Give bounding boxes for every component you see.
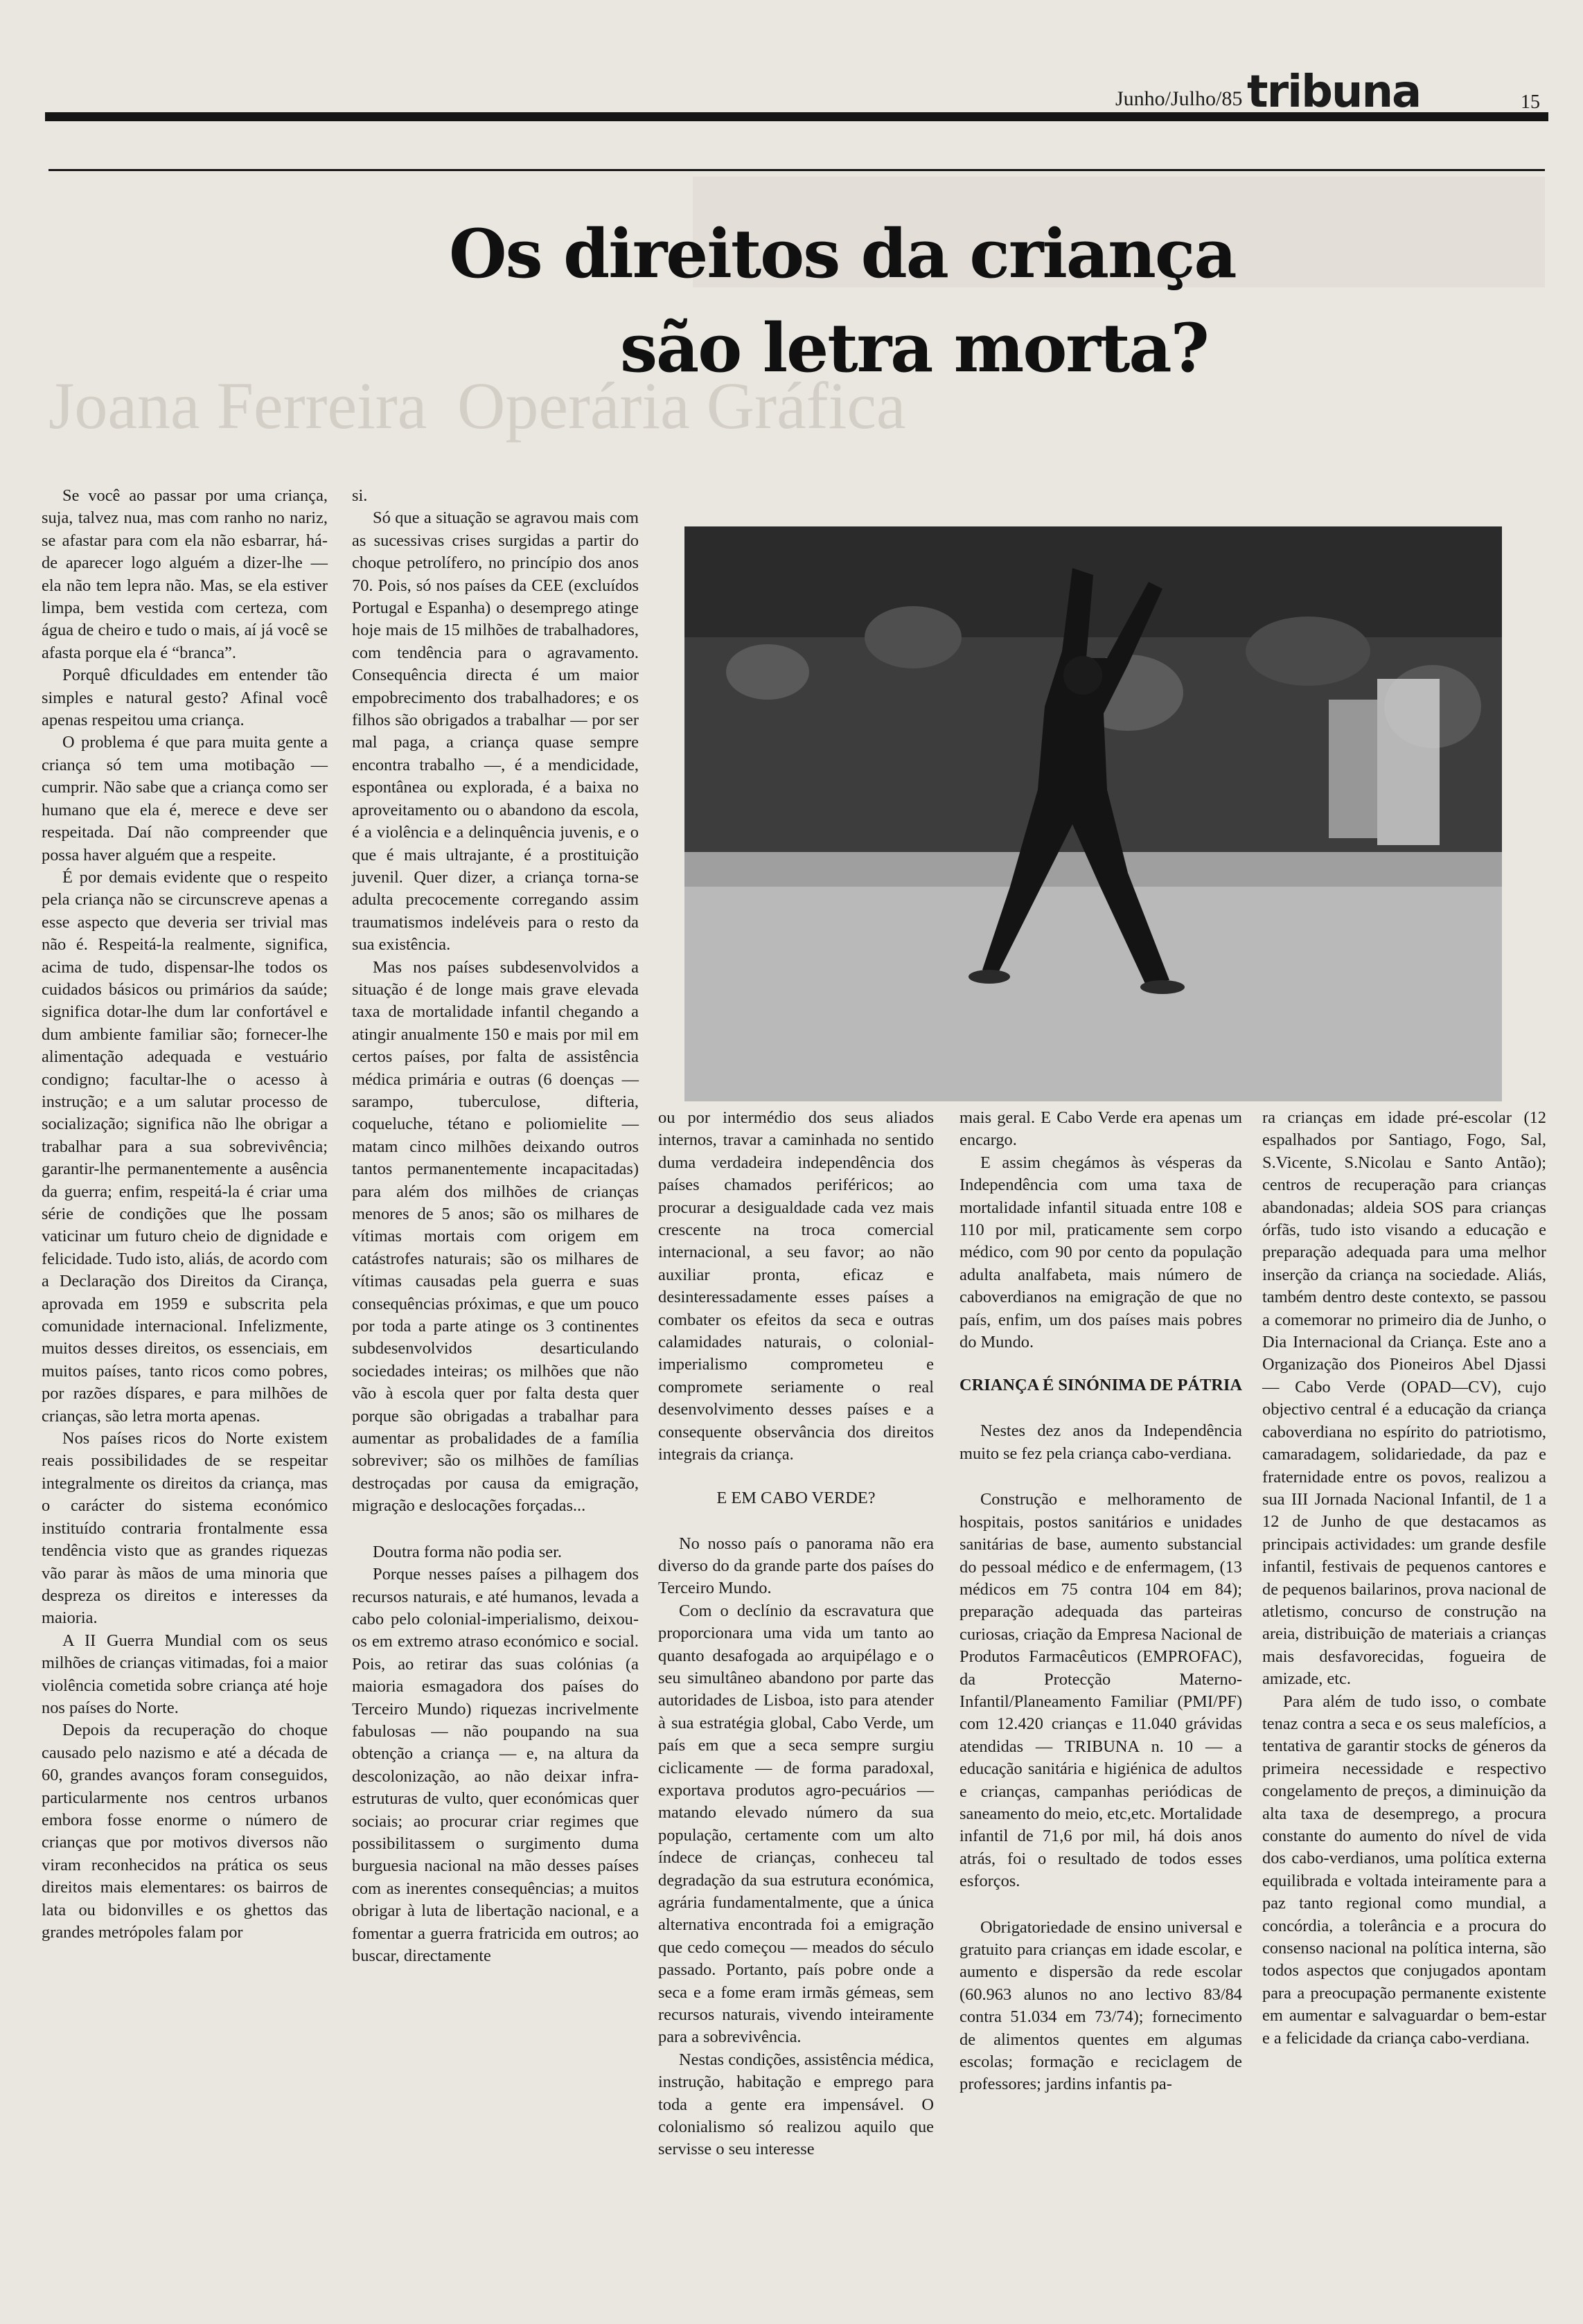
column2-paragraph: Mas nos países subdesenvolvidos a situação é de longe mais grave elevada taxa de mortalidade infantil chegando a atingir anualmente 150 e mais por mil em certos países, por falta de assistência médica primária e outras (6 doenças — sarampo, tuberculose, difteria, coqueluche, tétano e poliomielite — matam cinco milhões deixando outros tantos permanentemente incapacitadas) para além dos milhões de crianças menores de 5 anos; são os milhares de vítimas mortais com origem em catástrofes naturais; são os milhares de vítimas causadas pela guerra e suas consequências próximas, e que um pouco por toda a parte atinge os 3 continentes subdesenvolvidos desarticulando sociedades inteiras; os milhões que não vão à escola quer por falta desta quer porque são obrigadas a trabalhar para aumentar as probalidades de a família sobreviver; são os milhões de famílias destroçadas por causa da emigração, migração e deslocações forçadas... xyxy=(352,957,639,1516)
ghost-text-right: Operária Gráfica xyxy=(457,369,906,443)
column2-paragraph: Porque nesses países a pilhagem dos recursos naturais, e até humanos, levada a cabo pelo colonial-imperialismo, deixou-os em extremo atraso económico e social. Pois, ao retirar das suas colónias (a maioria esmagadora dos países do Terceiro Mundo) riquezas incrivelmente fabulosas — não poupando na sua obtenção a criança — e, na altura da descolonização, ao não deixar infra-estruturas de vulto, quer económicas quer sociais; ao procurar criar regimes que possibilitassem o surgimento duma burguesia nacional na mão desses países com as inerentes consequências; a muitos obrigar à luta de libertação nacional, e a fomentar a guerra fratricida em outros; ao buscar, directamente xyxy=(352,1565,639,1965)
headline-line-1: Os direitos da criança xyxy=(449,215,1236,293)
header-rule-bottom xyxy=(48,169,1545,171)
article-column-3 xyxy=(658,1107,934,2161)
column5-paragraph: Para além de tudo isso, o combate tenaz contra a seca e os seus malefícios, a tentativa de garantir stocks de géneros da primeira necessidade e respectivo congelamento de preços, a diminuição da alta taxa de desemprego, a procura constante do aumento do nível de vida dos cabo-verdianos, uma política externa equilibrada e voltada inteiramente para a paz tanto regional como mundial, a concórdia, a tolerância e a procura do consenso nacional na política interna, são todos aspectos que conjugados apontam para a preocupação permanente existente em aumentar e salvaguardar o bem-estar e a felicidade da criança cabo-verdiana. xyxy=(1262,1692,1546,2048)
column1-paragraph: O problema é que para muita gente a criança só tem uma motibação — cumprir. Não sabe que a criança como ser humano que ela é, merece e deve ser respeitada. Daí não compreender que possa haver alguém que a respeite. xyxy=(42,733,328,864)
photo-gymnast-icon xyxy=(684,526,1502,1101)
section-heading-cabo-verde: E EM CABO VERDE? xyxy=(716,1488,876,1507)
column5-paragraph: ra crianças em idade pré-escolar (12 espalhados por Santiago, Fogo, Sal, S.Vicente, S.Nicolau e Santo Antão); centros de recuperação para crianças abandonadas; aldeia SOS para crianças órfãs, tudo isto visando a educação e preparação adequada para uma melhor inserção da criança na sociedade. Aliás, também dentro deste contexto, se passou a comemorar no primeiro dia de Junho, o Dia Internacional da Criança. Este ano a Organização dos Pioneiros Abel Djassi — Cabo Verde (OPAD—CV), cujo objectivo central é a educação da criança caboverdiana no espírito do patriotismo, camaradagem, solidariedade, da paz e fraternidade entre os povos, realizou a sua III Jornada Nacional Infantil, de 1 a 12 de Junho de que destacamos as principais actividades: um grande desfile infantil, festivais de pequenos cantores e de pequenos bailarinos, prova nacional de atletismo, concurso de construção na areia, distribuição de materiais a crianças mais desfavorecidas, fogueira de amizade, etc. xyxy=(1262,1108,1546,1689)
column3-paragraph: Nestas condições, assistência médica, instrução, habitação e emprego para toda a gente era impensável. O colonialismo só realizou aquilo que servisse o seu interesse xyxy=(658,2050,934,2159)
column2-paragraph: Só que a situação se agravou mais com as sucessivas crises surgidas a partir do choque petrolífero, no princípio dos anos 70. Pois, só nos países da CEE (excluídos Portugal e Espanha) o desemprego atinge hoje mais de 15 milhões de trabalhadores, com tendência para o agravamento. Consequência directa é um maior empobrecimento dos trabalhadores; e os filhos são obrigados a trabalhar — por ser mal paga, a criança quase sempre encontra trabalho —, é a mendicidade, espontânea ou explorada, é a baixa no aproveitamento ou o abandono da escola, é a violência e a delinquência juvenis, e o que é mais ultrajante, é a prostituição juvenil. Quer dizer, a criança torna-se adulta precocemente corregando assim traumatismos indeléveis para o resto da sua existência. xyxy=(352,508,639,955)
column1-paragraph: A II Guerra Mundial com os seus milhões de crianças vitimadas, foi a maior violência cometida sobre criança até hoje nos países do Norte. xyxy=(42,1631,328,1717)
photo-child-gymnast xyxy=(684,526,1502,1101)
article-column-4 xyxy=(959,1107,1242,2096)
column2-paragraph: Doutra forma não podia ser. xyxy=(373,1542,562,1561)
column3-paragraph: No nosso país o panorama não era diverso do da grande parte dos países do Terceiro Mundo. xyxy=(658,1534,934,1598)
column4-paragraph: mais geral. E Cabo Verde era apenas um encargo. xyxy=(959,1108,1242,1150)
column4-paragraph: E assim chegámos às vésperas da Independência com uma taxa de mortalidade infantil situada entre 108 e 110 por mil, praticamente sem corpo médico, com 90 por cento da população adulta analfabeta, mais número de caboverdianos na emigração de que no país, enfim, um dos países mais pobres do Mundo. xyxy=(959,1153,1242,1352)
page-number: 15 xyxy=(1521,91,1540,113)
headline-line-2: são letra morta? xyxy=(620,309,1208,387)
column1-paragraph: É por demais evidente que o respeito pela criança não se circunscreve apenas a esse aspecto que deveria ser trivial mas não é. Respeitá-la realmente, significa, acima de tudo, dispensar-lhe todos os cuidados básicos ou primários da saúde; significa dotar-lhe dum lar confortável e dum ambiente familiar são; fornecer-lhe alimentação adequada e vestuário condigno; facultar-lhe o acesso à instrução; e a um salutar processo de socialização; significa não lhe obrigar a trabalhar para a sua sobrevivência; garantir-lhe permanentemente a ausência da guerra; enfim, respeitá-la é criar uma série de condições que lhe possam vaticinar um futuro cheio de dignidade e felicidade. Tudo isto, aliás, de acordo com a Declaração dos Direitos da Cirança, aprovada em 1959 e subscrita pela comunidade internacional. Infelizmente, muitos desses direitos, os essenciais, em muitos países, tanto ricos como pobres, por razões díspares, e para milhões de crianças, são letra morta apenas. xyxy=(42,867,328,1426)
newspaper-logo: tribuna xyxy=(1247,66,1421,118)
ghost-text-left: Joana Ferreira xyxy=(48,369,427,443)
column1-paragraph: Porquê dficuldades em entender tão simples e natural gesto? Afinal você apenas respeitou uma criança. xyxy=(42,666,328,730)
section-heading-patria: CRIANÇA É SINÓNIMA DE PÁTRIA xyxy=(959,1376,1242,1395)
article-column-1 xyxy=(42,485,328,1944)
column1-paragraph: Nos países ricos do Norte existem reais possibilidades de se respeitar integralmente os direitos da criança, mas o carácter do sistema económico instituído contraria frontalmente essa tendência visto que as grandes riquezas vão parar às mãos de uma minoria que despreza os direitos e interesses da maioria. xyxy=(42,1429,328,1628)
article-column-2 xyxy=(352,485,639,1967)
column2-paragraph: si. xyxy=(352,486,368,505)
column4-paragraph: Nestes dez anos da Independência muito se fez pela criança cabo-verdiana. xyxy=(959,1421,1242,1463)
column3-paragraph: ou por intermédio dos seus aliados internos, travar a caminhada no sentido duma verdadeira independência dos países chamados periféricos; ao procurar a desigualdade cada vez mais crescente na troca comercial internacional, a seu favor; ao não auxiliar pronta, eficaz e desinteressadamente esses países a combater os efeitos da seca e outras calamidades naturais, o colonial-imperialismo comprometeu e compromete seriamente o real desenvolvimento desses países e a consequente observância dos direitos integrais da criança. xyxy=(658,1108,934,1464)
article-column-5 xyxy=(1262,1107,1546,2050)
issue-date: Junho/Julho/85 xyxy=(1115,87,1243,110)
column4-paragraph: Construção e melhoramento de hospitais, postos sanitários e unidades sanitárias de base, aumento substancial do pessoal médico e de enfermagem, (13 médicos em 75 contra 104 em 84); preparação adequada das parteiras curiosas, criação da Empresa Nacional de Produtos Farmacêuticos (EMPROFAC), da Protecção Materno-Infantil/Planeamento Familiar (PMI/PF) com 12.420 crianças e 11.040 grávidas atendidas — TRIBUNA n. 10 — a educação sanitária e higiénica de adultos e crianças, campanhas periódicas de saneamento do meio, etc,etc. Mortalidade infantil de 71,6 por mil, há dois anos atrás, foi o resultado de todos esses esforços. xyxy=(959,1490,1242,1891)
column1-paragraph: Depois da recuperação do choque causado pelo nazismo e até a década de 60, grandes avanços foram conseguidos, particularmente nos centros urbanos embora fosse enorme o número de crianças que por motivos diversos não viram reconhecidos na prática os seus direitos mais elementares: os bairros de lata ou bidonvilles e os ghettos das grandes metrópoles falam por xyxy=(42,1721,328,1942)
column1-paragraph: Se você ao passar por uma criança, suja, talvez nua, mas com ranho no nariz, se afastar para com ela não esbarrar, há-de aparecer logo alguém a dizer-lhe — ela não tem lepra não. Mas, se ela estiver limpa, bem vestida com certeza, com água de cheiro e tudo o mais, aí já você se afasta porque ela é “branca”. xyxy=(42,486,328,662)
column4-paragraph: Obrigatoriedade de ensino universal e gratuito para crianças em idade escolar, e aumento e dispersão da rede escolar (60.963 alunos no ano lectivo 83/84 contra 51.034 em 73/74); fornecimento de alimentos quentes em algumas escolas; formação e reciclagem de professores; jardins infantis pa- xyxy=(959,1917,1242,2094)
column3-paragraph: Com o declínio da escravatura que proporcionara uma vida um tanto ao quanto desafogada ao arquipélago e o seu simultâneo abandono por parte das autoridades de Lisboa, isto para atender à sua estratégia global, Cabo Verde, um país em que a seca sempre surgiu ciclicamente — de forma paradoxal, exportava produtos agro-pecuários — matando elevado número da sua população, certamente com um alto índece de crianças, conheceu tal degradação da sua estrutura económica, agrária fundamentalmente, que a única alternativa encontrada foi a emigração que cedo começou — meados do século passado. Portanto, país pobre onde a seca e a fome eram irmãs gémeas, sem recursos naturais, vivendo inteiramente para a sobrevivência. xyxy=(658,1601,934,2047)
